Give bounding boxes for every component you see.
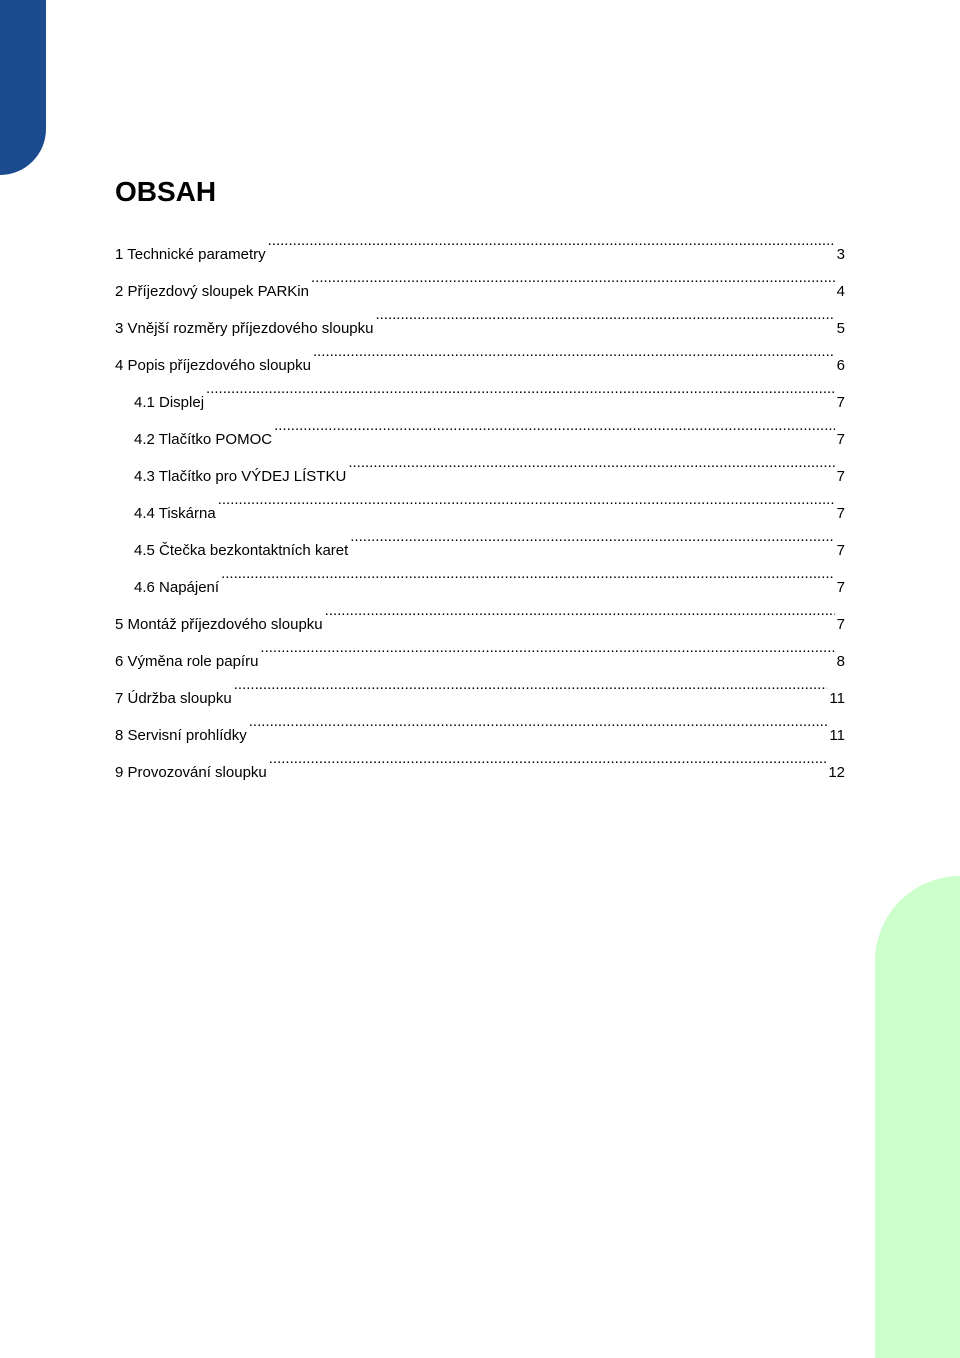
- toc-title: OBSAH: [115, 176, 217, 207]
- toc-entry-4-1[interactable]: [115, 370, 845, 411]
- toc-entry-page: 8: [836, 653, 845, 670]
- toc-entry-label: 4.3 Tlačítko pro VÝDEJ LÍSTKU: [134, 468, 347, 485]
- toc-entry-label: 3 Vnější rozměry příjezdového sloupku: [115, 320, 374, 337]
- table-of-contents: [115, 222, 845, 781]
- corner-decoration-blue: [0, 0, 46, 175]
- dot-leader: [269, 740, 827, 777]
- toc-entry-label: 4.5 Čtečka bezkontaktních karet: [134, 542, 349, 559]
- toc-entry-page: 6: [836, 357, 845, 374]
- toc-entry-label: 2 Příjezdový sloupek PARKin: [115, 283, 309, 300]
- toc-entry-page: 7: [836, 505, 845, 522]
- dot-leader: [260, 629, 834, 666]
- toc-entry-label: 6 Výměna role papíru: [115, 653, 259, 670]
- toc-entry-page: 4: [836, 283, 845, 300]
- toc-entry-label: 9 Provozování sloupku: [115, 764, 267, 781]
- dot-leader: [218, 481, 835, 518]
- toc-entry-page: 12: [828, 764, 845, 781]
- toc-entry-page: 7: [836, 468, 845, 485]
- toc-entry-4-6[interactable]: [115, 555, 845, 596]
- dot-leader: [234, 666, 828, 703]
- toc-entry-page: 7: [836, 616, 845, 633]
- toc-entry-page: 7: [836, 579, 845, 596]
- dot-leader: [350, 518, 834, 555]
- toc-entry-label: 4.6 Napájení: [134, 579, 220, 596]
- toc-entry-4-2[interactable]: [115, 407, 845, 448]
- corner-decoration-green: [875, 876, 960, 1358]
- toc-entry-4-5[interactable]: [115, 518, 845, 559]
- dot-leader: [206, 370, 835, 407]
- toc-entry-page: 7: [836, 431, 845, 448]
- toc-entry-label: 7 Údržba sloupku: [115, 690, 232, 707]
- toc-entry-1[interactable]: [115, 222, 845, 263]
- toc-entry-4-4[interactable]: [115, 481, 845, 522]
- toc-entry-page: 11: [829, 727, 845, 744]
- toc-entry-label: 4.2 Tlačítko POMOC: [134, 431, 273, 448]
- toc-entry-page: 5: [836, 320, 845, 337]
- toc-entry-page: 7: [836, 542, 845, 559]
- toc-entry-label: 1 Technické parametry: [115, 246, 266, 263]
- toc-entry-page: 7: [836, 394, 845, 411]
- dot-leader: [249, 703, 828, 740]
- toc-entry-page: 3: [836, 246, 845, 263]
- dot-leader: [325, 592, 835, 629]
- toc-entry-label: 4.4 Tiskárna: [134, 505, 216, 522]
- dot-leader: [274, 407, 835, 444]
- toc-entry-label: 8 Servisní prohlídky: [115, 727, 247, 744]
- dot-leader: [221, 555, 835, 592]
- toc-entry-label: 4.1 Displej: [134, 394, 205, 411]
- dot-leader: [311, 259, 835, 296]
- toc-entry-label: 5 Montáž příjezdového sloupku: [115, 616, 323, 633]
- dot-leader: [313, 333, 835, 370]
- dot-leader: [268, 222, 835, 259]
- dot-leader: [375, 296, 834, 333]
- toc-entry-page: 11: [829, 690, 845, 707]
- toc-entry-label: 4 Popis příjezdového sloupku: [115, 357, 311, 374]
- toc-entry-5[interactable]: [115, 592, 845, 633]
- dot-leader: [348, 444, 834, 481]
